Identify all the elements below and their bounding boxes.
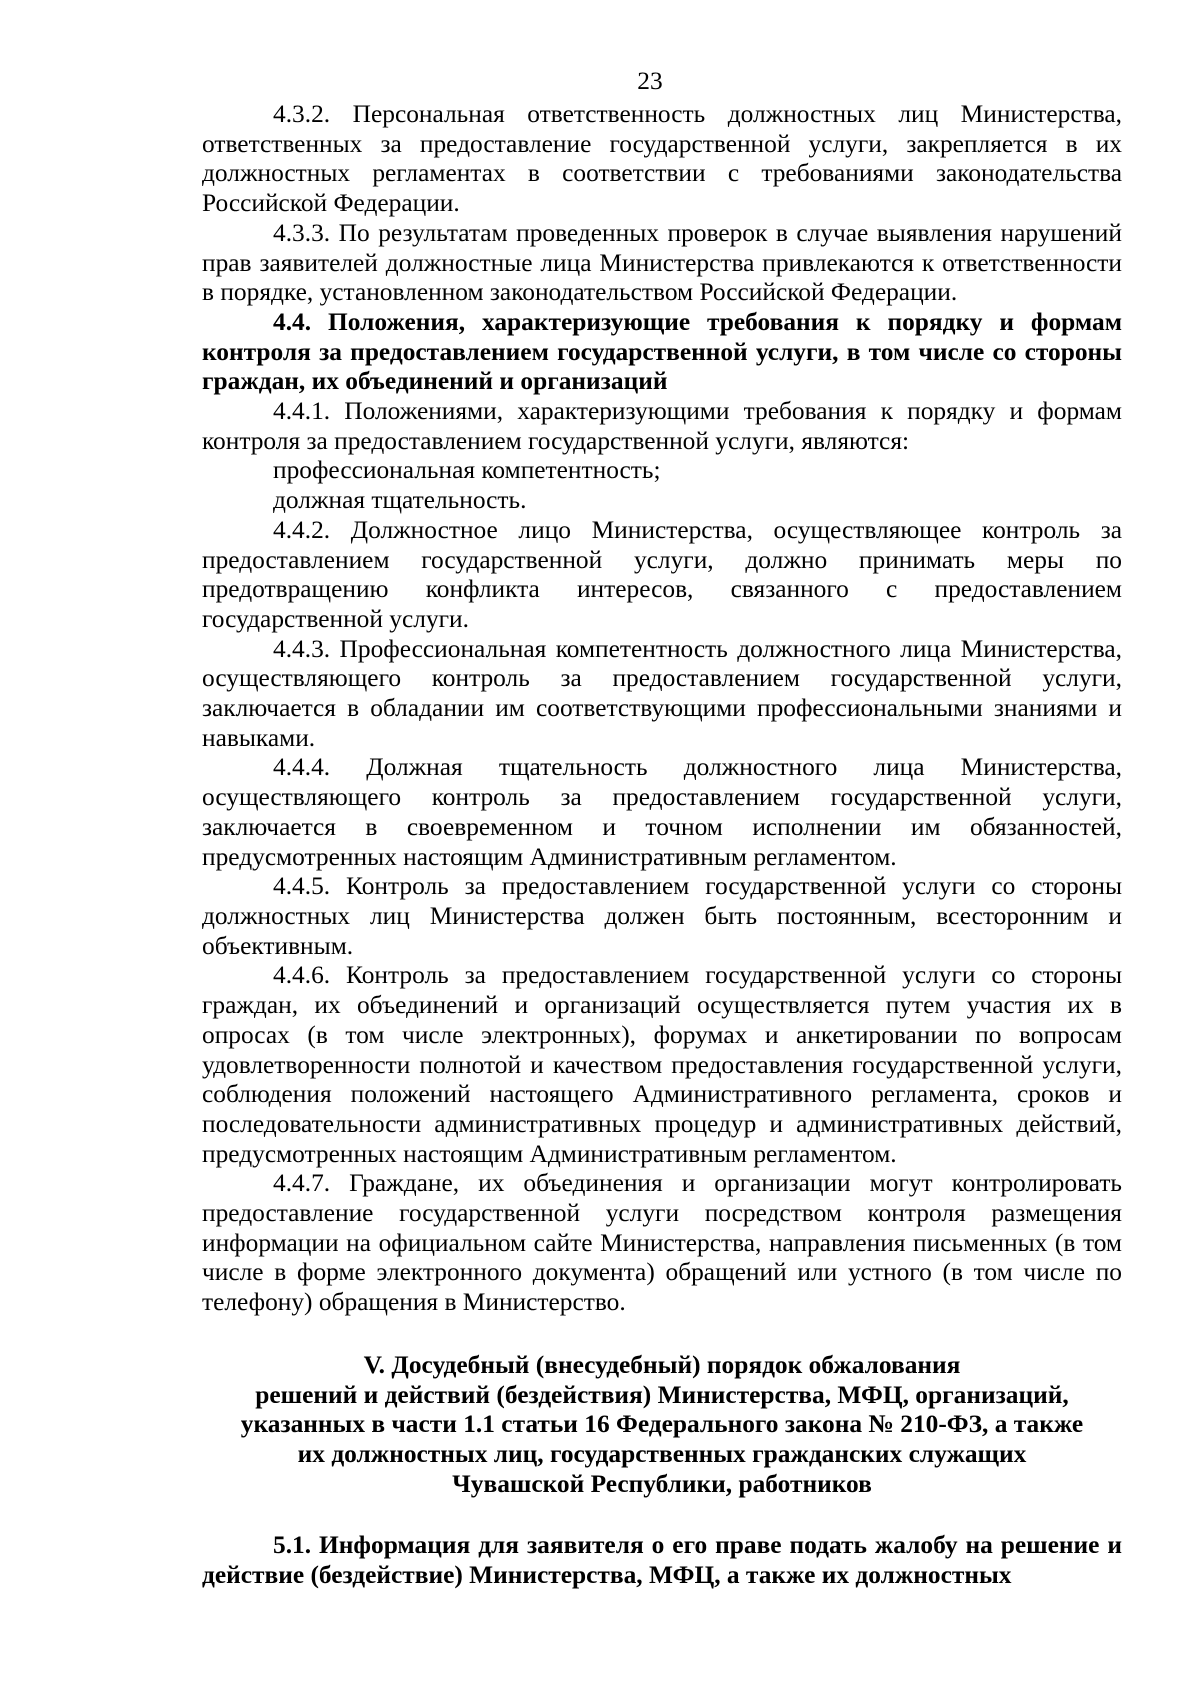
heading-4-4: 4.4. Положения, характеризующие требования к порядку и формам контроля за предоставлением государственной услуги, в том числе со стороны граждан, их объединений и организаций (202, 307, 1122, 396)
paragraph-4-4-7: 4.4.7. Граждане, их объединения и организации могут контролировать предоставление государственной услуги посредством контроля размещения информации на официальном сайте Министерства, направления письменных (в том числе в форме электронного документа) обращений или устного (в том числе по телефону) обращения в Министерство. (202, 1169, 1122, 1317)
paragraph-4-3-2: 4.3.2. Персональная ответственность должностных лиц Министерства, ответственных за предоставление государственной услуги, закрепляется в их должностных регламентах в соответствии с требованиями законодательства Российской Федерации. (202, 100, 1122, 218)
section-title-line: решений и действий (бездействия) Министерства, МФЦ, организаций, (255, 1380, 1069, 1409)
section-title-line: указанных в части 1.1 статьи 16 Федерального закона № 210-ФЗ, а также (240, 1410, 1084, 1439)
list-item-diligence: должная тщательность. (273, 486, 527, 515)
section-title-line: их должностных лиц, государственных гражданских служащих (297, 1440, 1027, 1469)
page-number: 23 (637, 67, 663, 95)
paragraph-4-4-3: 4.4.3. Профессиональная компетентность должностного лица Министерства, осуществляющего контроль за предоставлением государственной услуги, заключается в обладании им соответствующими профессиональными знаниями и навыками. (202, 634, 1122, 752)
paragraph-4-4-1: 4.4.1. Положениями, характеризующими требования к порядку и формам контроля за предоставлением государственной услуги, являются: (202, 397, 1122, 455)
paragraph-4-4-6: 4.4.6. Контроль за предоставлением государственной услуги со стороны граждан, их объединений и организаций осуществляется путем участия их в опросах (в том числе электронных), форумах и анкетировании по вопросам удовлетворенности полнотой и качеством предоставления государственной услуги, соблюдения положений настоящего Административного регламента, сроков и последовательности административных процедур и административных действий, предусмотренных настоящим Административным регламентом. (202, 961, 1122, 1168)
paragraph-4-4-2: 4.4.2. Должностное лицо Министерства, осуществляющее контроль за предоставлением государственной услуги, должно принимать меры по предотвращению конфликта интересов, связанного с предоставлением государственной услуги. (202, 515, 1122, 633)
paragraph-4-3-3: 4.3.3. По результатам проведенных проверок в случае выявления нарушений прав заявителей должностные лица Министерства привлекаются к ответственности в порядке, установленном законодательством Российской Федерации. (202, 218, 1122, 307)
list-item-competence: профессиональная компетентность; (273, 456, 661, 485)
paragraph-4-4-4: 4.4.4. Должная тщательность должностного лица Министерства, осуществляющего контроль за предоставлением государственной услуги, заключается в своевременном и точном исполнении им обязанностей, предусмотренных настоящим Административным регламентом. (202, 753, 1122, 871)
paragraph-4-4-5: 4.4.5. Контроль за предоставлением государственной услуги со стороны должностных лиц Министерства должен быть постоянным, всесторонним и объективным. (202, 872, 1122, 960)
section-v-title (202, 1351, 1122, 1500)
heading-5-1: 5.1. Информация для заявителя о его праве подать жалобу на решение и действие (бездействие) Министерства, МФЦ, а также их должностных (202, 1530, 1122, 1589)
section-title-line: V. Досудебный (внесудебный) порядок обжалования (363, 1350, 961, 1379)
section-title-line: Чувашской Республики, работников (452, 1470, 872, 1499)
